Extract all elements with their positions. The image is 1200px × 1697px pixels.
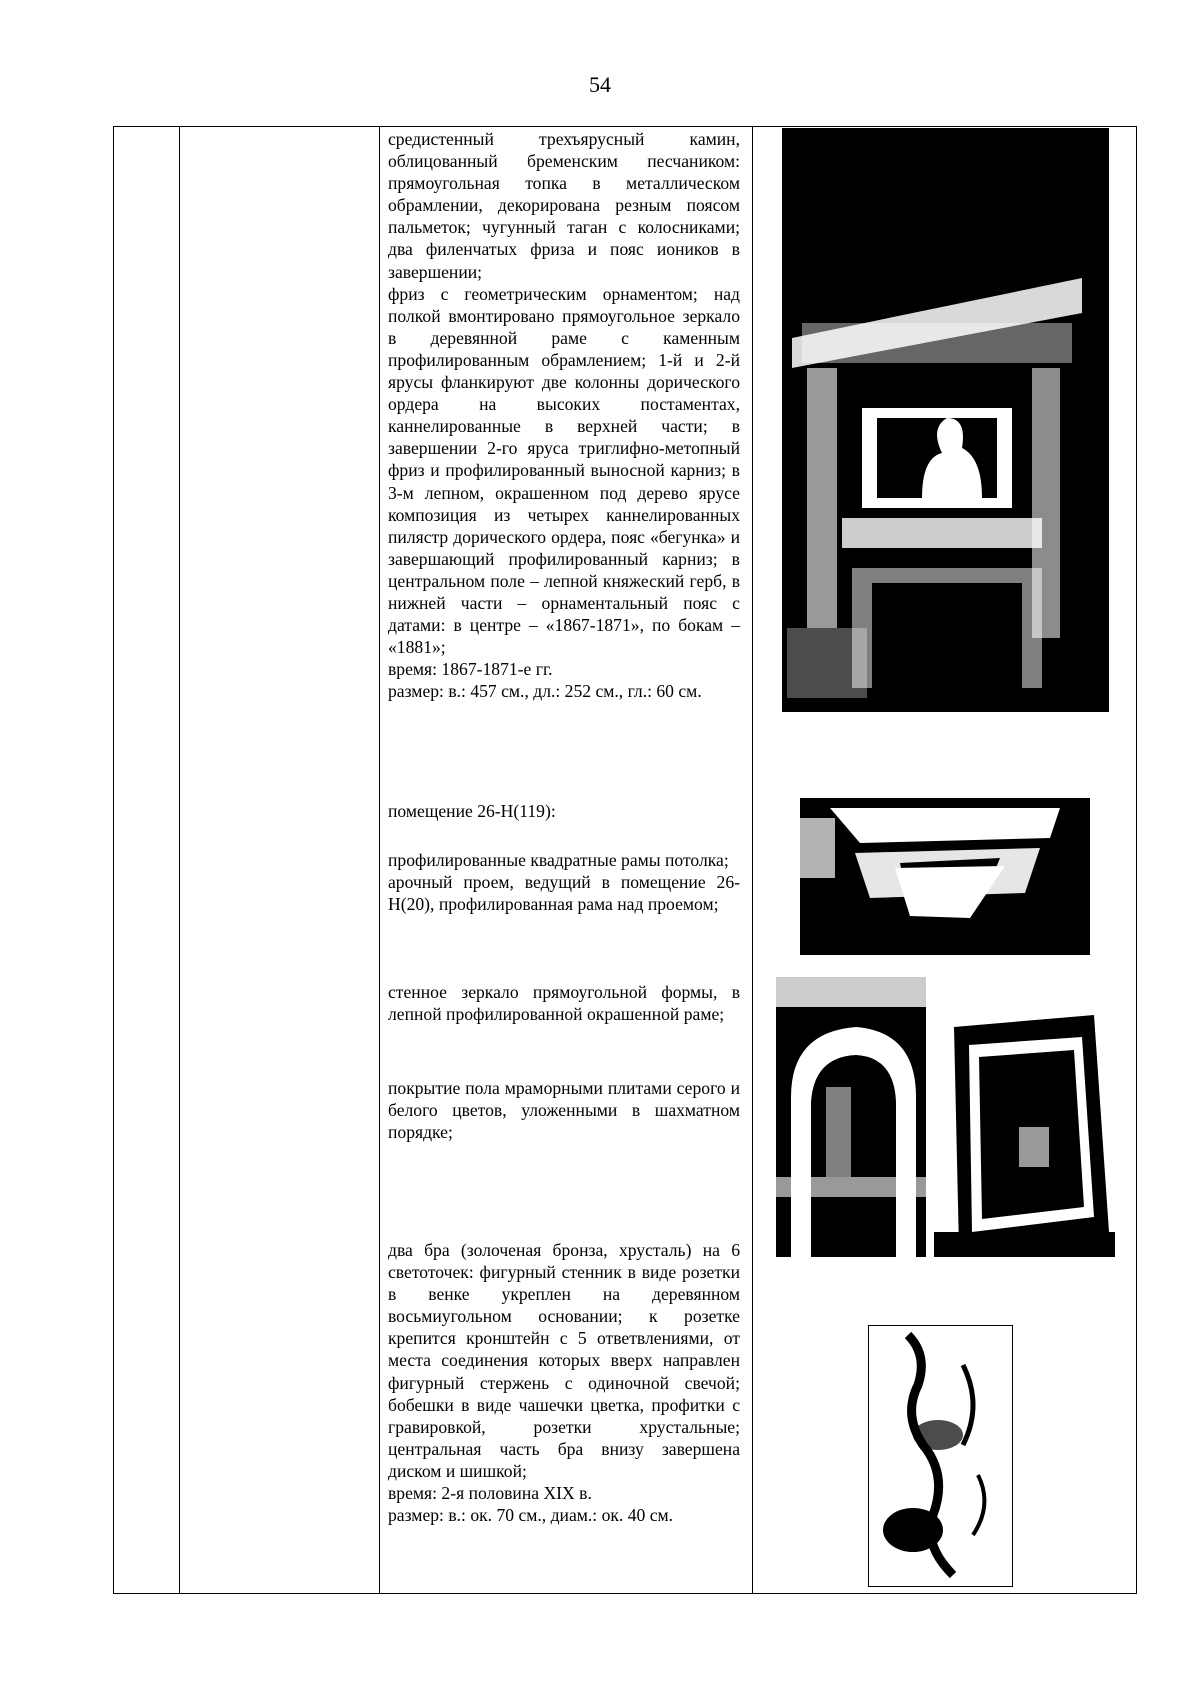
sconces-text: два бра (золоченая бронза, хрусталь) на 6 светоточек: фигурный стенник в виде розетки в венке укреплен на деревянном восьмиугольном основании; к розетке крепится кронштейн с 5 ответвлениями, от места соединения которых вверх направлен фигурный стержень с одиночной свечой; бобешки в виде чашечки цветка, профитки с гравировкой, розетки хрустальные; центральная часть бра внизу завершена диском и шишкой;	[388, 1240, 740, 1481]
column-divider	[179, 127, 180, 1593]
sconces-date: время: 2-я половина XIX в.	[388, 1483, 592, 1504]
fireplace-date: время: 1867-1871-е гг.	[388, 659, 553, 680]
fireplace-text-2: фриз с геометрическим орнаментом; над полкой вмонтировано прямоугольное зеркало в деревянной раме с каменным профилированным обрамлением; 1-й и 2-й ярусы фланкируют две колонны дорического ордера на высоких постаментах, каннелированные в верхней части; в завершении 2-го яруса триглифно-метопный фриз и профилированный выносной карниз; в 3-м лепном, окрашенном под дерево ярусе композиция из четырех каннелированных пилястр дорического ордера, пояс «бегунка» и завершающий профилированный карниз; в центральном поле – лепной княжеский герб, в нижней части – орнаментальный пояс с датами: в центре – «1867-1871», по бокам – «1881»;	[388, 283, 740, 658]
ceiling-photo	[800, 798, 1090, 955]
column-divider	[379, 127, 380, 1593]
ceiling-description	[388, 849, 740, 915]
fireplace-text-1: средистенный трехъярусный камин, облицованный бременским песчаником: прямоугольная топка в металлическом обрамлении, декорирована резным поясом пальметок; чугунный таган с колосниками; два филенчатых фриза и пояс иоников в завершении;	[388, 129, 740, 282]
mirror-photo	[934, 987, 1115, 1257]
fireplace-photo	[782, 128, 1109, 712]
fireplace-description	[388, 128, 740, 702]
sconces-description	[388, 1239, 740, 1526]
archway-photo	[776, 977, 926, 1257]
archway-text: арочный проем, ведущий в помещение 26-Н(20), профилированная рама над проемом;	[388, 872, 740, 915]
floor-description: покрытие пола мраморными плитами серого и белого цветов, уложенными в шахматном порядке;	[388, 1078, 740, 1143]
page-number: 54	[589, 72, 611, 97]
sconce-photo	[868, 1325, 1013, 1587]
sconces-size: размер: в.: ок. 70 см., диам.: ок. 40 см.	[388, 1505, 674, 1526]
fireplace-size: размер: в.: 457 см., дл.: 252 см., гл.: 60 см.	[388, 681, 702, 702]
mirror-description: стенное зеркало прямоугольной формы, в лепной профилированной окрашенной раме;	[388, 982, 740, 1025]
ceiling-text: профилированные квадратные рамы потолка;	[388, 850, 729, 870]
column-divider	[752, 127, 753, 1593]
room-heading: помещение 26-Н(119):	[388, 801, 556, 821]
